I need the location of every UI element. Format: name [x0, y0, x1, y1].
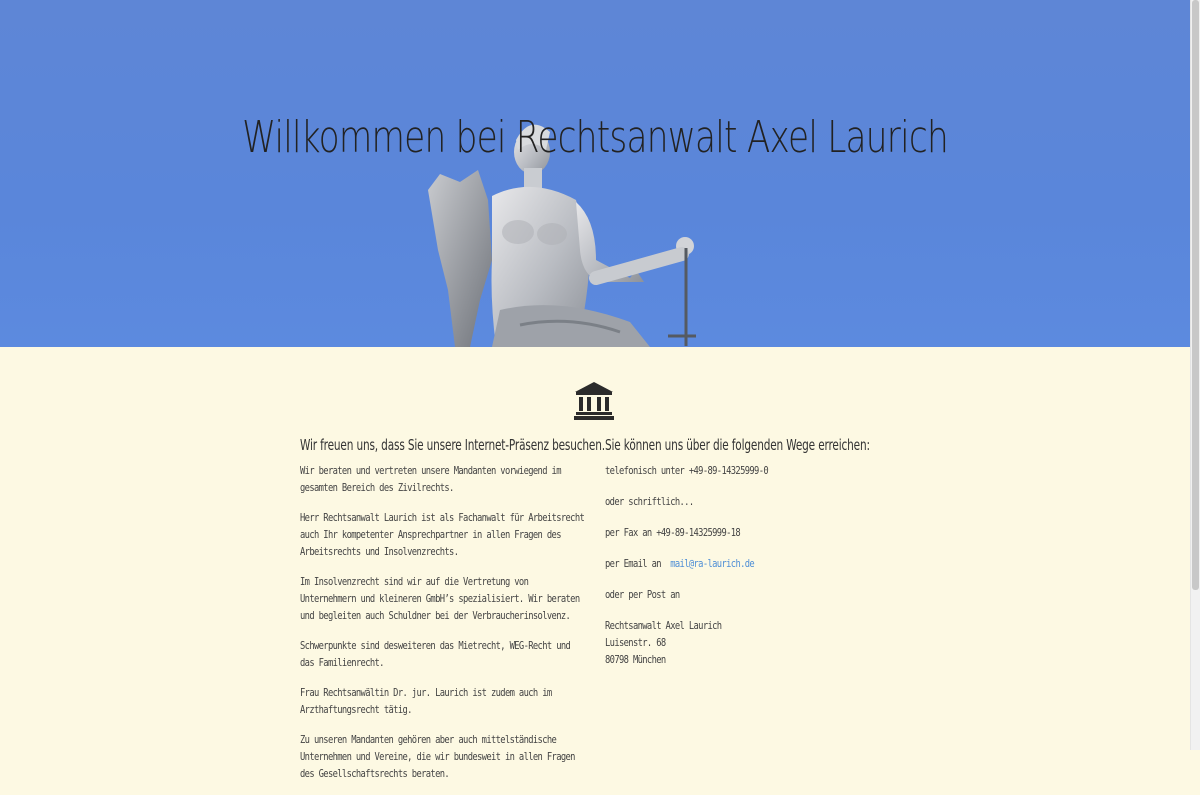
hero-banner — [0, 0, 1190, 347]
contact-heading: Sie können uns über die folgenden Wege erreichen: — [605, 436, 870, 454]
address-city: 80798 München — [605, 653, 666, 666]
contact-post: oder per Post an — [605, 588, 680, 601]
email-link[interactable]: mail@ra-laurich.de — [670, 557, 755, 570]
address-name: Rechtsanwalt Axel Laurich — [605, 619, 722, 632]
address-street: Luisenstr. 68 — [605, 636, 666, 649]
intro-column — [300, 434, 605, 795]
contact-email-line — [605, 555, 893, 572]
bank-icon — [574, 380, 614, 420]
intro-paragraph: Frau Rechtsanwältin Dr. jur. Laurich ist zudem auch im Arzthaftungsrecht tätig. — [300, 686, 552, 716]
intro-paragraph: Herr Rechtsanwalt Laurich ist als Fachanwalt für Arbeitsrecht auch Ihr kompetenter Ansprechpartner in allen Fragen des Arbeitsrechts und Insolvenzrechts. — [300, 511, 585, 558]
intro-paragraph: Wir beraten und vertreten unsere Mandanten vorwiegend im gesamten Bereich des Zivilrechts. — [300, 464, 561, 494]
postal-address — [605, 617, 893, 668]
intro-paragraph: Im Insolvenzrecht sind wir auf die Vertretung von Unternehmern und kleineren GmbH’s spezialisiert. Wir beraten und begleiten auch Schuldner bei der Verbraucherinsolvenz. — [300, 575, 580, 622]
intro-heading: Wir freuen uns, dass Sie unsere Internet-Präsenz besuchen. — [300, 436, 605, 454]
intro-paragraph: Zu unseren Mandanten gehören aber auch mittelständische Unternehmen und Vereine, die wir bundesweit in allen Fragen des Gesellschaftsrechts beraten. — [300, 733, 575, 780]
page-title: Willkommen bei Rechtsanwalt Axel Laurich — [242, 112, 948, 163]
contact-column — [605, 434, 905, 681]
vertical-scrollbar[interactable] — [1190, 0, 1200, 750]
intro-paragraph: Schwerpunkte sind desweiteren das Mietrecht, WEG-Recht und das Familienrecht. — [300, 639, 571, 669]
contact-fax: per Fax an +49-89-14325999-18 — [605, 526, 741, 539]
scrollbar-thumb[interactable] — [1192, 0, 1199, 590]
email-prefix: per Email an — [605, 557, 661, 570]
contact-written: oder schriftlich... — [605, 495, 694, 508]
contact-phone: telefonisch unter +49-89-14325999-0 — [605, 464, 769, 477]
